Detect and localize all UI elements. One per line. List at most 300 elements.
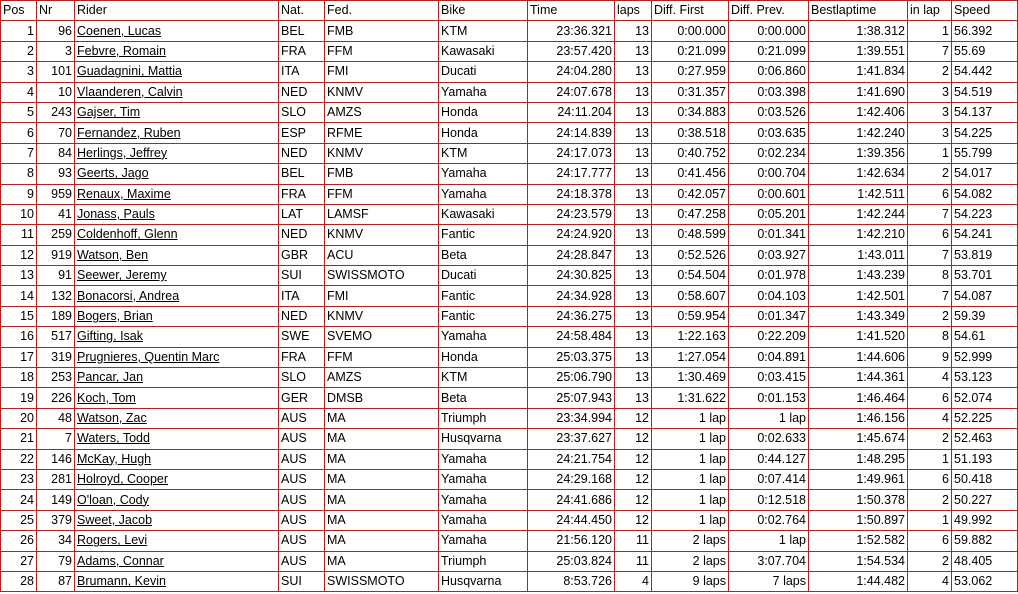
- col-diff-prev-cell: 0:22.209: [729, 327, 809, 347]
- col-laps-cell: 4: [615, 571, 652, 591]
- col-diff-prev-cell: 0:03.526: [729, 102, 809, 122]
- table-row: [1, 571, 1018, 591]
- col-nat-cell: ITA: [279, 62, 325, 82]
- col-laps-cell: 11: [615, 551, 652, 571]
- col-bike-cell: Ducati: [439, 266, 528, 286]
- rider-link[interactable]: Holroyd, Cooper: [77, 472, 169, 487]
- col-in-lap-cell: 2: [908, 551, 952, 571]
- header-row: [1, 1, 1018, 21]
- col-laps-cell: 13: [615, 123, 652, 143]
- col-rider-cell: [75, 266, 279, 286]
- col-fed-cell: SWISSMOTO: [325, 571, 439, 591]
- rider-link[interactable]: Sweet, Jacob: [77, 512, 153, 527]
- col-nr-cell: 10: [37, 82, 75, 102]
- col-nr-cell: 226: [37, 388, 75, 408]
- col-diff-prev-cell: 0:03.415: [729, 368, 809, 388]
- col-fed-cell: KNMV: [325, 306, 439, 326]
- col-rider-cell: [75, 21, 279, 41]
- col-nr-cell: 101: [37, 62, 75, 82]
- col-nat-cell: NED: [279, 306, 325, 326]
- col-bike-cell: Yamaha: [439, 184, 528, 204]
- col-diff-first-cell: 0:58.607: [652, 286, 729, 306]
- col-nat-cell: SWE: [279, 327, 325, 347]
- col-bike-cell: Triumph: [439, 408, 528, 428]
- table-row: [1, 184, 1018, 204]
- col-bike-cell: Yamaha: [439, 449, 528, 469]
- col-in-lap-cell: 3: [908, 123, 952, 143]
- col-nr-cell: 259: [37, 225, 75, 245]
- col-time-cell: 23:36.321: [528, 21, 615, 41]
- table-row: [1, 225, 1018, 245]
- rider-link[interactable]: Fernandez, Ruben: [77, 125, 181, 140]
- table-row: [1, 510, 1018, 530]
- col-nr-cell: 959: [37, 184, 75, 204]
- col-nat-cell: FRA: [279, 41, 325, 61]
- col-time-cell: 25:06.790: [528, 368, 615, 388]
- col-bestlaptime-cell: 1:46.464: [809, 388, 908, 408]
- col-bestlaptime-cell: 1:50.378: [809, 490, 908, 510]
- col-fed-cell: MA: [325, 408, 439, 428]
- col-diff-prev-cell: 1 lap: [729, 408, 809, 428]
- col-nr-cell: 7: [37, 429, 75, 449]
- col-in-lap-cell: 3: [908, 82, 952, 102]
- table-row: [1, 531, 1018, 551]
- col-bestlaptime-cell: 1:52.582: [809, 531, 908, 551]
- col-bestlaptime-cell: 1:42.501: [809, 286, 908, 306]
- col-speed-cell: 53.062: [952, 571, 1018, 591]
- col-diff-first-cell: 1 lap: [652, 510, 729, 530]
- col-diff-prev-cell: 3:07.704: [729, 551, 809, 571]
- table-row: [1, 245, 1018, 265]
- col-nat-cell: AUS: [279, 429, 325, 449]
- col-bike-header: Bike: [439, 1, 528, 21]
- table-row: [1, 469, 1018, 489]
- col-nat-cell: AUS: [279, 490, 325, 510]
- col-nat-cell: GER: [279, 388, 325, 408]
- col-fed-cell: MA: [325, 429, 439, 449]
- col-in-lap-header: in lap: [908, 1, 952, 21]
- col-fed-cell: MA: [325, 510, 439, 530]
- col-bestlaptime-cell: 1:43.011: [809, 245, 908, 265]
- col-laps-cell: 12: [615, 449, 652, 469]
- col-pos-cell: 25: [1, 510, 37, 530]
- rider-link[interactable]: Rogers, Levi: [77, 533, 148, 548]
- col-diff-prev-cell: 0:12.518: [729, 490, 809, 510]
- col-nr-cell: 79: [37, 551, 75, 571]
- col-diff-first-cell: 1 lap: [652, 429, 729, 449]
- col-bike-cell: Kawasaki: [439, 204, 528, 224]
- col-bestlaptime-cell: 1:41.520: [809, 327, 908, 347]
- rider-link[interactable]: Waters, Todd: [77, 431, 150, 446]
- col-time-cell: 24:41.686: [528, 490, 615, 510]
- col-nr-cell: 96: [37, 21, 75, 41]
- col-nat-cell: LAT: [279, 204, 325, 224]
- col-fed-cell: KNMV: [325, 143, 439, 163]
- col-nat-cell: AUS: [279, 510, 325, 530]
- col-bike-cell: Ducati: [439, 62, 528, 82]
- col-time-cell: 24:29.168: [528, 469, 615, 489]
- col-nat-cell: NED: [279, 225, 325, 245]
- rider-link[interactable]: Adams, Connar: [77, 553, 164, 568]
- rider-link[interactable]: Jonass, Pauls: [77, 207, 155, 222]
- col-fed-cell: FFM: [325, 184, 439, 204]
- rider-link[interactable]: Seewer, Jeremy: [77, 268, 167, 283]
- col-time-cell: 24:36.275: [528, 306, 615, 326]
- col-diff-prev-cell: 0:44.127: [729, 449, 809, 469]
- col-pos-cell: 20: [1, 408, 37, 428]
- col-diff-first-cell: 1 lap: [652, 490, 729, 510]
- col-bestlaptime-cell: 1:42.511: [809, 184, 908, 204]
- col-pos-cell: 27: [1, 551, 37, 571]
- col-bestlaptime-cell: 1:45.674: [809, 429, 908, 449]
- col-nr-cell: 70: [37, 123, 75, 143]
- col-pos-cell: 22: [1, 449, 37, 469]
- col-rider-cell: [75, 41, 279, 61]
- rider-link[interactable]: Pancar, Jan: [77, 370, 144, 385]
- table-row: [1, 368, 1018, 388]
- rider-link[interactable]: Koch, Tom: [77, 390, 136, 405]
- table-row: [1, 306, 1018, 326]
- col-nat-cell: AUS: [279, 531, 325, 551]
- rider-link[interactable]: Gajser, Tim: [77, 105, 141, 120]
- col-diff-prev-cell: 0:01.978: [729, 266, 809, 286]
- table-row: [1, 551, 1018, 571]
- col-nat-cell: BEL: [279, 164, 325, 184]
- col-nr-cell: 253: [37, 368, 75, 388]
- col-bike-cell: Honda: [439, 123, 528, 143]
- col-nr-cell: 189: [37, 306, 75, 326]
- col-speed-cell: 56.392: [952, 21, 1018, 41]
- col-in-lap-cell: 2: [908, 164, 952, 184]
- col-bestlaptime-cell: 1:49.961: [809, 469, 908, 489]
- table-row: [1, 266, 1018, 286]
- col-pos-cell: 24: [1, 490, 37, 510]
- rider-link[interactable]: O'loan, Cody: [77, 492, 149, 507]
- col-diff-prev-cell: 0:21.099: [729, 41, 809, 61]
- col-nat-cell: SLO: [279, 102, 325, 122]
- col-diff-prev-cell: 0:04.891: [729, 347, 809, 367]
- col-speed-cell: 54.082: [952, 184, 1018, 204]
- col-diff-first-cell: 0:54.504: [652, 266, 729, 286]
- col-bestlaptime-cell: 1:42.406: [809, 102, 908, 122]
- col-nat-header: Nat.: [279, 1, 325, 21]
- rider-link[interactable]: Febvre, Romain: [77, 43, 166, 58]
- col-nr-cell: 919: [37, 245, 75, 265]
- col-rider-cell: [75, 490, 279, 510]
- col-laps-cell: 12: [615, 469, 652, 489]
- col-time-cell: 23:57.420: [528, 41, 615, 61]
- rider-link[interactable]: Coldenhoff, Glenn: [77, 227, 178, 242]
- col-fed-cell: MA: [325, 551, 439, 571]
- col-bestlaptime-cell: 1:42.244: [809, 204, 908, 224]
- table-row: [1, 123, 1018, 143]
- col-bestlaptime-cell: 1:54.534: [809, 551, 908, 571]
- col-pos-cell: 15: [1, 306, 37, 326]
- col-nr-cell: 3: [37, 41, 75, 61]
- col-bike-cell: Fantic: [439, 225, 528, 245]
- rider-link[interactable]: Bonacorsi, Andrea: [77, 288, 180, 303]
- col-nat-cell: FRA: [279, 184, 325, 204]
- col-in-lap-cell: 9: [908, 347, 952, 367]
- col-diff-first-cell: 2 laps: [652, 531, 729, 551]
- col-nr-cell: 319: [37, 347, 75, 367]
- col-nr-cell: 132: [37, 286, 75, 306]
- col-rider-cell: [75, 102, 279, 122]
- col-in-lap-cell: 7: [908, 286, 952, 306]
- col-diff-first-cell: 0:38.518: [652, 123, 729, 143]
- col-speed-cell: 59.39: [952, 306, 1018, 326]
- col-bike-cell: Yamaha: [439, 490, 528, 510]
- col-nat-cell: FRA: [279, 347, 325, 367]
- col-diff-first-cell: 0:47.258: [652, 204, 729, 224]
- rider-link[interactable]: Watson, Ben: [77, 247, 149, 262]
- col-speed-cell: 49.992: [952, 510, 1018, 530]
- col-speed-cell: 54.442: [952, 62, 1018, 82]
- col-rider-cell: [75, 184, 279, 204]
- col-time-cell: 24:17.073: [528, 143, 615, 163]
- col-laps-cell: 13: [615, 225, 652, 245]
- col-laps-cell: 13: [615, 82, 652, 102]
- rider-link[interactable]: Coenen, Lucas: [77, 23, 162, 38]
- col-speed-cell: 54.519: [952, 82, 1018, 102]
- rider-link[interactable]: Vlaanderen, Calvin: [77, 84, 183, 99]
- col-laps-cell: 13: [615, 204, 652, 224]
- col-nat-cell: SLO: [279, 368, 325, 388]
- table-body: [1, 21, 1018, 592]
- col-time-cell: 24:21.754: [528, 449, 615, 469]
- col-in-lap-cell: 7: [908, 41, 952, 61]
- col-time-cell: 24:23.579: [528, 204, 615, 224]
- col-pos-cell: 17: [1, 347, 37, 367]
- col-rider-cell: [75, 510, 279, 530]
- col-rider-cell: [75, 286, 279, 306]
- col-rider-cell: [75, 245, 279, 265]
- col-nr-cell: 149: [37, 490, 75, 510]
- col-bike-cell: Yamaha: [439, 327, 528, 347]
- col-in-lap-cell: 6: [908, 225, 952, 245]
- col-time-cell: 24:44.450: [528, 510, 615, 530]
- col-time-cell: 24:28.847: [528, 245, 615, 265]
- rider-link[interactable]: Herlings, Jeffrey: [77, 145, 168, 160]
- col-time-cell: 24:18.378: [528, 184, 615, 204]
- col-nat-cell: SUI: [279, 571, 325, 591]
- col-diff-first-cell: 2 laps: [652, 551, 729, 571]
- table-row: [1, 286, 1018, 306]
- col-diff-prev-cell: 0:02.764: [729, 510, 809, 530]
- col-diff-prev-cell: 0:01.347: [729, 306, 809, 326]
- col-rider-cell: [75, 82, 279, 102]
- col-diff-prev-cell: 0:03.635: [729, 123, 809, 143]
- col-rider-cell: [75, 327, 279, 347]
- col-nr-cell: 48: [37, 408, 75, 428]
- col-bike-cell: KTM: [439, 368, 528, 388]
- col-pos-cell: 23: [1, 469, 37, 489]
- col-rider-cell: [75, 123, 279, 143]
- col-laps-cell: 13: [615, 245, 652, 265]
- col-speed-cell: 53.819: [952, 245, 1018, 265]
- col-rider-cell: [75, 62, 279, 82]
- col-nr-cell: 93: [37, 164, 75, 184]
- col-bike-cell: Yamaha: [439, 469, 528, 489]
- col-fed-cell: DMSB: [325, 388, 439, 408]
- col-speed-cell: 52.463: [952, 429, 1018, 449]
- rider-link[interactable]: Renaux, Maxime: [77, 186, 171, 201]
- col-in-lap-cell: 6: [908, 469, 952, 489]
- col-bike-cell: Husqvarna: [439, 571, 528, 591]
- col-pos-cell: 3: [1, 62, 37, 82]
- col-nat-cell: AUS: [279, 469, 325, 489]
- col-pos-cell: 8: [1, 164, 37, 184]
- col-fed-cell: AMZS: [325, 102, 439, 122]
- col-laps-cell: 12: [615, 510, 652, 530]
- col-bestlaptime-cell: 1:42.240: [809, 123, 908, 143]
- col-bike-cell: KTM: [439, 143, 528, 163]
- col-in-lap-cell: 2: [908, 429, 952, 449]
- rider-link[interactable]: Prugnieres, Quentin Marc: [77, 349, 220, 364]
- col-fed-cell: RFME: [325, 123, 439, 143]
- col-diff-first-cell: 0:42.057: [652, 184, 729, 204]
- col-laps-cell: 13: [615, 21, 652, 41]
- col-diff-prev-cell: 0:00.601: [729, 184, 809, 204]
- table-row: [1, 490, 1018, 510]
- col-nr-header: Nr: [37, 1, 75, 21]
- col-speed-cell: 54.61: [952, 327, 1018, 347]
- col-bike-cell: Yamaha: [439, 82, 528, 102]
- col-in-lap-cell: 1: [908, 449, 952, 469]
- col-laps-cell: 13: [615, 286, 652, 306]
- col-in-lap-cell: 6: [908, 388, 952, 408]
- col-diff-first-cell: 0:41.456: [652, 164, 729, 184]
- col-pos-cell: 28: [1, 571, 37, 591]
- col-nr-cell: 517: [37, 327, 75, 347]
- col-bike-cell: Kawasaki: [439, 41, 528, 61]
- rider-link[interactable]: Brumann, Kevin: [77, 574, 166, 589]
- col-diff-prev-cell: 0:06.860: [729, 62, 809, 82]
- col-time-cell: 25:03.824: [528, 551, 615, 571]
- rider-link[interactable]: Watson, Zac: [77, 411, 147, 425]
- col-in-lap-cell: 2: [908, 306, 952, 326]
- col-rider-cell: [75, 143, 279, 163]
- col-bike-cell: Honda: [439, 102, 528, 122]
- col-rider-cell: [75, 368, 279, 388]
- col-laps-cell: 13: [615, 41, 652, 61]
- col-laps-cell: 12: [615, 429, 652, 449]
- col-in-lap-cell: 4: [908, 368, 952, 388]
- table-row: [1, 388, 1018, 408]
- col-fed-cell: MA: [325, 449, 439, 469]
- col-in-lap-cell: 8: [908, 266, 952, 286]
- col-speed-cell: 55.799: [952, 143, 1018, 163]
- col-bestlaptime-cell: 1:44.361: [809, 368, 908, 388]
- rider-link[interactable]: Geerts, Jago: [77, 166, 149, 181]
- col-pos-cell: 11: [1, 225, 37, 245]
- col-time-cell: 24:14.839: [528, 123, 615, 143]
- col-diff-first-cell: 0:27.959: [652, 62, 729, 82]
- col-pos-cell: 12: [1, 245, 37, 265]
- col-bike-cell: Fantic: [439, 306, 528, 326]
- col-diff-first-cell: 0:31.357: [652, 82, 729, 102]
- rider-link[interactable]: McKay, Hugh: [77, 451, 152, 466]
- col-time-cell: 24:34.928: [528, 286, 615, 306]
- col-diff-prev-cell: 0:07.414: [729, 469, 809, 489]
- col-diff-first-cell: 9 laps: [652, 571, 729, 591]
- col-time-cell: 24:24.920: [528, 225, 615, 245]
- col-pos-cell: 16: [1, 327, 37, 347]
- col-rider-cell: [75, 388, 279, 408]
- col-fed-cell: ACU: [325, 245, 439, 265]
- col-rider-cell: [75, 429, 279, 449]
- col-in-lap-cell: 4: [908, 408, 952, 428]
- col-nr-cell: 281: [37, 469, 75, 489]
- col-diff-prev-cell: 0:02.633: [729, 429, 809, 449]
- rider-link[interactable]: Gifting, Isak: [77, 329, 143, 344]
- col-diff-prev-cell: 0:01.153: [729, 388, 809, 408]
- col-pos-cell: 5: [1, 102, 37, 122]
- col-laps-cell: 13: [615, 143, 652, 163]
- col-bestlaptime-cell: 1:39.356: [809, 143, 908, 163]
- col-diff-prev-cell: 0:02.234: [729, 143, 809, 163]
- rider-link[interactable]: Bogers, Brian: [77, 309, 153, 324]
- col-pos-cell: 10: [1, 204, 37, 224]
- col-speed-cell: 59.882: [952, 531, 1018, 551]
- col-in-lap-cell: 1: [908, 143, 952, 163]
- col-diff-first-header: Diff. First: [652, 1, 729, 21]
- col-time-cell: 8:53.726: [528, 571, 615, 591]
- col-speed-header: Speed: [952, 1, 1018, 21]
- col-laps-cell: 13: [615, 62, 652, 82]
- col-speed-cell: 54.017: [952, 164, 1018, 184]
- col-diff-first-cell: 0:48.599: [652, 225, 729, 245]
- col-fed-cell: FMI: [325, 286, 439, 306]
- col-bike-cell: Fantic: [439, 286, 528, 306]
- col-speed-cell: 55.69: [952, 41, 1018, 61]
- col-diff-first-cell: 1:22.163: [652, 327, 729, 347]
- col-diff-first-cell: 0:00.000: [652, 21, 729, 41]
- col-fed-cell: AMZS: [325, 368, 439, 388]
- col-time-cell: 23:34.994: [528, 408, 615, 428]
- col-in-lap-cell: 6: [908, 184, 952, 204]
- col-bike-cell: Beta: [439, 388, 528, 408]
- col-time-cell: 25:03.375: [528, 347, 615, 367]
- col-speed-cell: 50.227: [952, 490, 1018, 510]
- col-pos-cell: 7: [1, 143, 37, 163]
- col-rider-cell: [75, 164, 279, 184]
- col-diff-first-cell: 1 lap: [652, 408, 729, 428]
- col-fed-cell: SWISSMOTO: [325, 266, 439, 286]
- col-diff-first-cell: 1 lap: [652, 469, 729, 489]
- col-speed-cell: 54.241: [952, 225, 1018, 245]
- col-nat-cell: AUS: [279, 449, 325, 469]
- col-nat-cell: GBR: [279, 245, 325, 265]
- col-fed-cell: FFM: [325, 41, 439, 61]
- col-fed-cell: KNMV: [325, 82, 439, 102]
- col-pos-cell: 6: [1, 123, 37, 143]
- col-laps-cell: 13: [615, 327, 652, 347]
- col-fed-cell: MA: [325, 490, 439, 510]
- col-fed-header: Fed.: [325, 1, 439, 21]
- col-fed-cell: MA: [325, 531, 439, 551]
- col-nat-cell: AUS: [279, 551, 325, 571]
- col-nr-cell: 87: [37, 571, 75, 591]
- col-bestlaptime-cell: 1:38.312: [809, 21, 908, 41]
- col-in-lap-cell: 3: [908, 102, 952, 122]
- col-diff-prev-cell: 1 lap: [729, 531, 809, 551]
- col-fed-cell: FMI: [325, 62, 439, 82]
- rider-link[interactable]: Guadagnini, Mattia: [77, 64, 182, 79]
- col-bestlaptime-cell: 1:48.295: [809, 449, 908, 469]
- col-nr-cell: 91: [37, 266, 75, 286]
- col-pos-cell: 13: [1, 266, 37, 286]
